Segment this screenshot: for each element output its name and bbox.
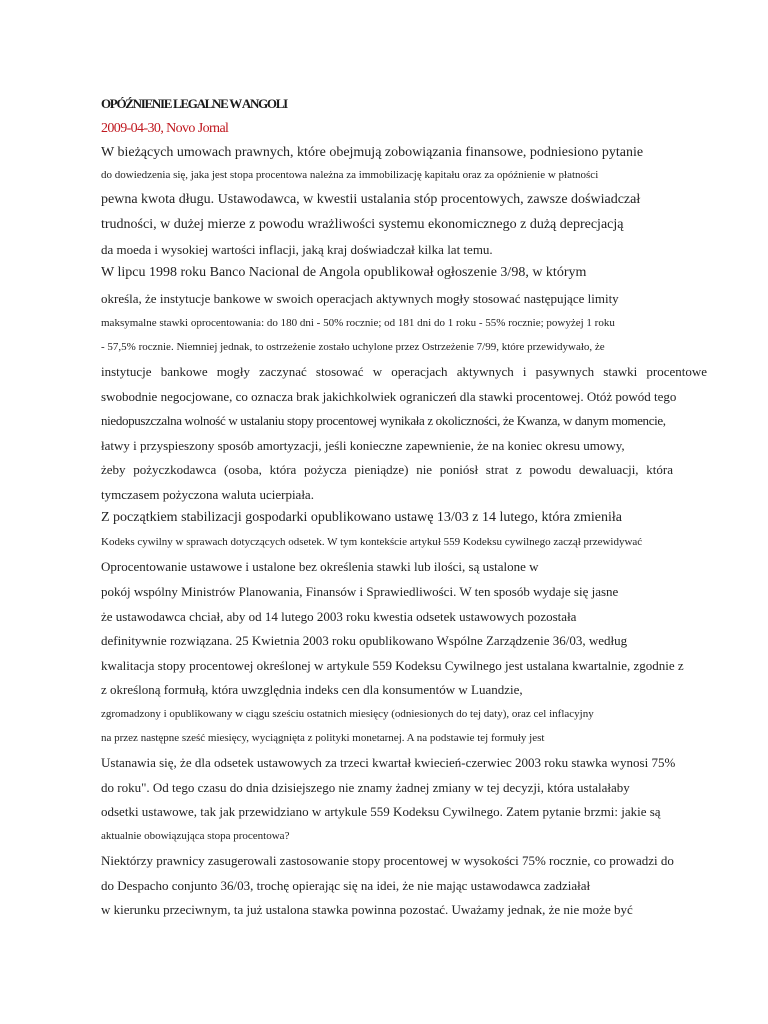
text-line: kwalitacja stopy procentowej określonej w artykule 559 Kodeksu Cywilnego jest ustalana kwartalnie, zgodnie z	[101, 658, 684, 673]
text-line: da moeda i wysokiej wartości inflacji, jaką kraj doświadczał kilka lat temu.	[101, 242, 493, 257]
text-line: aktualnie obowiązująca stopa procentowa?	[101, 830, 290, 842]
text-line: określa, że instytucje bankowe w swoich operacjach aktywnych mogły stosować następujące limity	[101, 291, 619, 306]
text-line: maksymalne stawki oprocentowania: do 180 dni - 50% rocznie; od 181 dni do 1 roku - 55% rocznie; powyżej 1 roku	[101, 317, 615, 329]
text-line: Niektórzy prawnicy zasugerowali zastosowanie stopy procentowej w wysokości 75% rocznie, co prowadzi do	[101, 853, 674, 868]
text-line: odsetki ustawowe, tak jak przewidziano w artykule 559 Kodeksu Cywilnego. Zatem pytanie brzmi: jakie są	[101, 804, 661, 819]
text-line: że ustawodawca chciał, aby od 14 lutego 2003 roku kwestia odsetek ustawowych pozostała	[101, 609, 577, 624]
text-line: na przez następne sześć miesięcy, wyciągnięta z polityki monetarnej. A na podstawie tej formuły jest	[101, 732, 545, 744]
text-line: do dowiedzenia się, jaka jest stopa procentowa należna za immobilizację kapitału oraz za opóźnienie w płatności	[101, 169, 599, 181]
text-line: łatwy i przyspieszony sposób amortyzacji, jeśli konieczne zapewnienie, że na koniec okresu umowy,	[101, 438, 625, 453]
text-line: Oprocentowanie ustawowe i ustalone bez określenia stawki lub ilości, są ustalone w	[101, 559, 539, 574]
text-line: niedopuszczalna wolność w ustalaniu stopy procentowej wynikała z okoliczności, że Kwanza, w danym momencie,	[101, 413, 666, 428]
text-line: z określoną formułą, która uwzględnia indeks cen dla konsumentów w Luandzie,	[101, 682, 523, 697]
text-line: W bieżących umowach prawnych, które obejmują zobowiązania finansowe, podniesiono pytanie	[101, 145, 644, 160]
text-line: do Despacho conjunto 36/03, trochę opierając się na idei, że nie mając ustawodawca zadziałał	[101, 878, 591, 893]
text-line: pewna kwota długu. Ustawodawca, w kwestii ustalania stóp procentowych, zawsze doświadczał	[101, 192, 641, 207]
text-line: pokój wspólny Ministrów Planowania, Finansów i Sprawiedliwości. W ten sposób wydaje się jasne	[101, 584, 619, 599]
article-title: OPÓŹNIENIE LEGALNE W ANGOLI	[101, 96, 287, 111]
text-line: Kodeks cywilny w sprawach dotyczących odsetek. W tym kontekście artykuł 559 Kodeksu cywilnego zaczął przewidywać	[101, 536, 643, 548]
text-line: tymczasem pożyczona waluta ucierpiała.	[101, 487, 314, 502]
text-line: definitywnie rozwiązana. 25 Kwietnia 2003 roku opublikowano Wspólne Zarządzenie 36/03, według	[101, 633, 628, 648]
text-line: - 57,5% rocznie. Niemniej jednak, to ostrzeżenie zostało uchylone przez Ostrzeżenie 7/99, które przewidywało, że	[101, 341, 605, 353]
text-line: w kierunku przeciwnym, ta już ustalona stawka powinna pozostać. Uważamy jednak, że nie może być	[101, 902, 633, 917]
text-line: Ustanawia się, że dla odsetek ustawowych za trzeci kwartał kwiecień-czerwiec 2003 roku stawka wynosi 75%	[101, 755, 676, 770]
text-line: swobodnie negocjowane, co oznacza brak jakichkolwiek ograniczeń dla stawki procentowej. Otóż powód tego	[101, 389, 677, 404]
text-line: zgromadzony i opublikowany w ciągu sześciu ostatnich miesięcy (odniesionych do tej daty), oraz cel inflacyjny	[101, 708, 594, 720]
text-line: instytucje bankowe mogły zaczynać stosować w operacjach aktywnych i pasywnych stawki procentowe	[101, 364, 707, 379]
text-line: żeby pożyczkodawca (osoba, która pożycza pieniądze) nie poniósł strat z powodu dewaluacji, która	[101, 462, 673, 477]
text-line: trudności, w dużej mierze z powodu wrażliwości systemu ekonomicznego z dużą deprecjacją	[101, 217, 624, 232]
text-line: do roku". Od tego czasu do dnia dzisiejszego nie znamy żadnej zmiany w tej decyzji, która ustalałaby	[101, 780, 630, 795]
text-line: Z początkiem stabilizacji gospodarki opublikowano ustawę 13/03 z 14 lutego, która zmieniła	[101, 510, 622, 525]
article-byline: 2009-04-30, Novo Jornal	[101, 121, 229, 136]
text-line: W lipcu 1998 roku Banco Nacional de Angola opublikował ogłoszenie 3/98, w którym	[101, 265, 587, 280]
